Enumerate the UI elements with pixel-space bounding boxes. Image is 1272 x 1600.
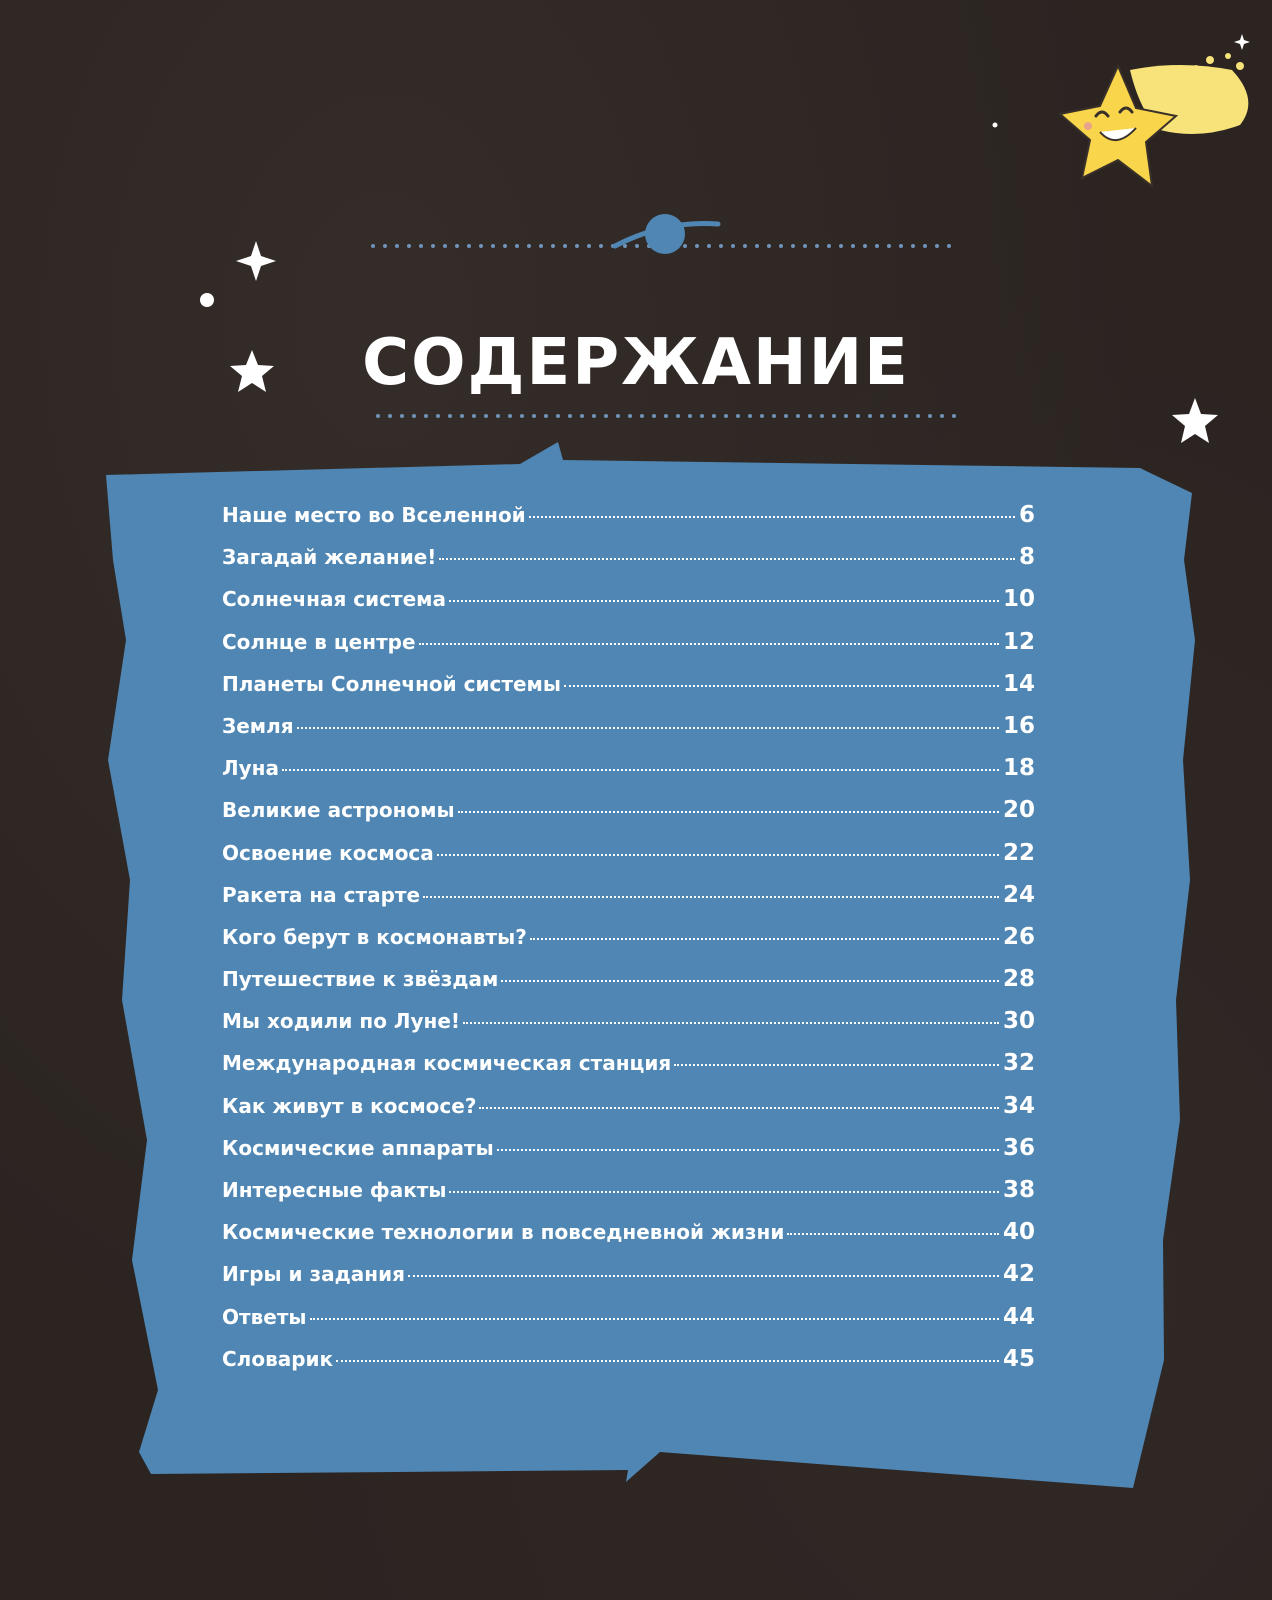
toc-entry — [222, 1050, 1035, 1092]
star-icon — [1172, 398, 1218, 443]
toc-entry-page-number: 22 — [1002, 839, 1035, 866]
toc-entry — [222, 1261, 1035, 1303]
toc-entry — [222, 1304, 1035, 1346]
toc-entry-page-number: 30 — [1002, 1008, 1035, 1035]
toc-entry-page-number: 12 — [1002, 628, 1035, 655]
sparkle-star-icon — [236, 241, 276, 281]
toc-entry-title: Ракета на старте — [222, 882, 421, 907]
dot-leader — [297, 727, 999, 729]
toc-entry-title: Космические технологии в повседневной жизни — [222, 1220, 785, 1245]
table-of-contents — [222, 502, 1035, 1388]
toc-entry — [222, 882, 1035, 924]
toc-entry-title: Луна — [222, 756, 279, 781]
toc-entry-title: Наше место во Вселенной — [222, 503, 526, 527]
dot-leader — [423, 896, 999, 898]
dot-leader — [674, 1064, 999, 1066]
dot-leader — [310, 1318, 999, 1320]
dot-leader — [449, 1191, 999, 1193]
dot-leader — [529, 516, 1015, 518]
toc-entry — [222, 966, 1035, 1008]
dot-leader — [787, 1233, 999, 1235]
page-title: СОДЕРЖАНИЕ — [362, 325, 910, 400]
dot-leader — [336, 1360, 999, 1362]
dot-leader — [458, 811, 999, 813]
toc-entry — [222, 1177, 1035, 1219]
toc-entry-page-number: 18 — [1002, 755, 1035, 782]
toc-entry-title: Международная космическая станция — [222, 1051, 672, 1076]
comet-star-icon — [1060, 53, 1248, 186]
toc-entry-page-number: 6 — [1018, 502, 1035, 528]
toc-entry-title: Планеты Солнечной системы — [222, 671, 561, 696]
toc-entry — [222, 1219, 1035, 1261]
dot-leader — [437, 854, 999, 856]
toc-entry-title: Космические аппараты — [222, 1135, 494, 1160]
dot-leader — [449, 600, 999, 602]
toc-entry-page-number: 8 — [1018, 544, 1035, 571]
toc-entry — [222, 586, 1035, 628]
saturn-icon — [615, 214, 718, 254]
toc-entry-page-number: 38 — [1002, 1177, 1035, 1203]
dot-leader — [530, 938, 999, 940]
toc-entry-title: Кого берут в космонавты? — [222, 924, 527, 949]
dot-leader — [419, 643, 999, 645]
toc-entry-title: Великие астрономы — [222, 798, 455, 823]
toc-entry-page-number: 44 — [1002, 1303, 1035, 1330]
toc-entry-page-number: 24 — [1002, 881, 1035, 908]
toc-entry-page-number: 14 — [1002, 670, 1035, 697]
toc-entry-title: Освоение космоса — [222, 840, 434, 865]
toc-entry — [222, 629, 1035, 671]
toc-entry — [222, 755, 1035, 797]
dot-star-icon — [200, 293, 214, 307]
toc-entry-page-number: 34 — [1002, 1092, 1035, 1119]
toc-entry — [222, 502, 1035, 544]
toc-entry-page-number: 32 — [1002, 1050, 1035, 1077]
dot-leader — [564, 685, 999, 687]
toc-entry-page-number: 16 — [1002, 712, 1035, 739]
toc-entry-page-number: 26 — [1002, 923, 1035, 950]
toc-entry-page-number: 28 — [1002, 966, 1035, 993]
toc-entry-page-number: 45 — [1002, 1345, 1035, 1372]
toc-entry-page-number: 20 — [1002, 797, 1035, 824]
dot-leader — [439, 558, 1015, 560]
toc-entry — [222, 1346, 1035, 1388]
toc-entry-title: Ответы — [222, 1304, 307, 1329]
toc-entry-title: Земля — [222, 713, 294, 738]
dot-leader — [463, 1022, 999, 1024]
toc-entry-title: Загадай желание! — [222, 545, 437, 570]
toc-entry-title: Путешествие к звёздам — [222, 967, 499, 992]
toc-entry-title: Солнце в центре — [222, 629, 416, 654]
toc-entry — [222, 840, 1035, 882]
toc-entry — [222, 924, 1035, 966]
toc-entry-page-number: 40 — [1002, 1219, 1035, 1246]
toc-entry — [222, 1135, 1035, 1177]
toc-entry-page-number: 36 — [1002, 1134, 1035, 1161]
toc-entry — [222, 671, 1035, 713]
toc-entry-page-number: 10 — [1002, 586, 1035, 613]
toc-entry — [222, 544, 1035, 586]
dot-leader — [501, 980, 999, 982]
dot-leader — [282, 769, 999, 771]
toc-entry-title: Игры и задания — [222, 1262, 405, 1287]
toc-entry-title: Словарик — [222, 1346, 334, 1371]
toc-entry-title: Интересные факты — [222, 1178, 447, 1202]
small-sparkle-icon — [1234, 34, 1250, 50]
toc-entry — [222, 1008, 1035, 1050]
toc-entry-title: Мы ходили по Луне! — [222, 1009, 461, 1034]
toc-entry-title: Как живут в космосе? — [222, 1093, 477, 1118]
dot-leader — [497, 1149, 999, 1151]
toc-entry — [222, 797, 1035, 839]
toc-entry — [222, 713, 1035, 755]
toc-entry-title: Солнечная система — [222, 587, 447, 612]
toc-entry-page-number: 42 — [1002, 1261, 1035, 1288]
dot-leader — [408, 1275, 999, 1277]
dot-star-icon — [993, 123, 998, 128]
dot-leader — [479, 1107, 999, 1109]
toc-entry — [222, 1093, 1035, 1135]
